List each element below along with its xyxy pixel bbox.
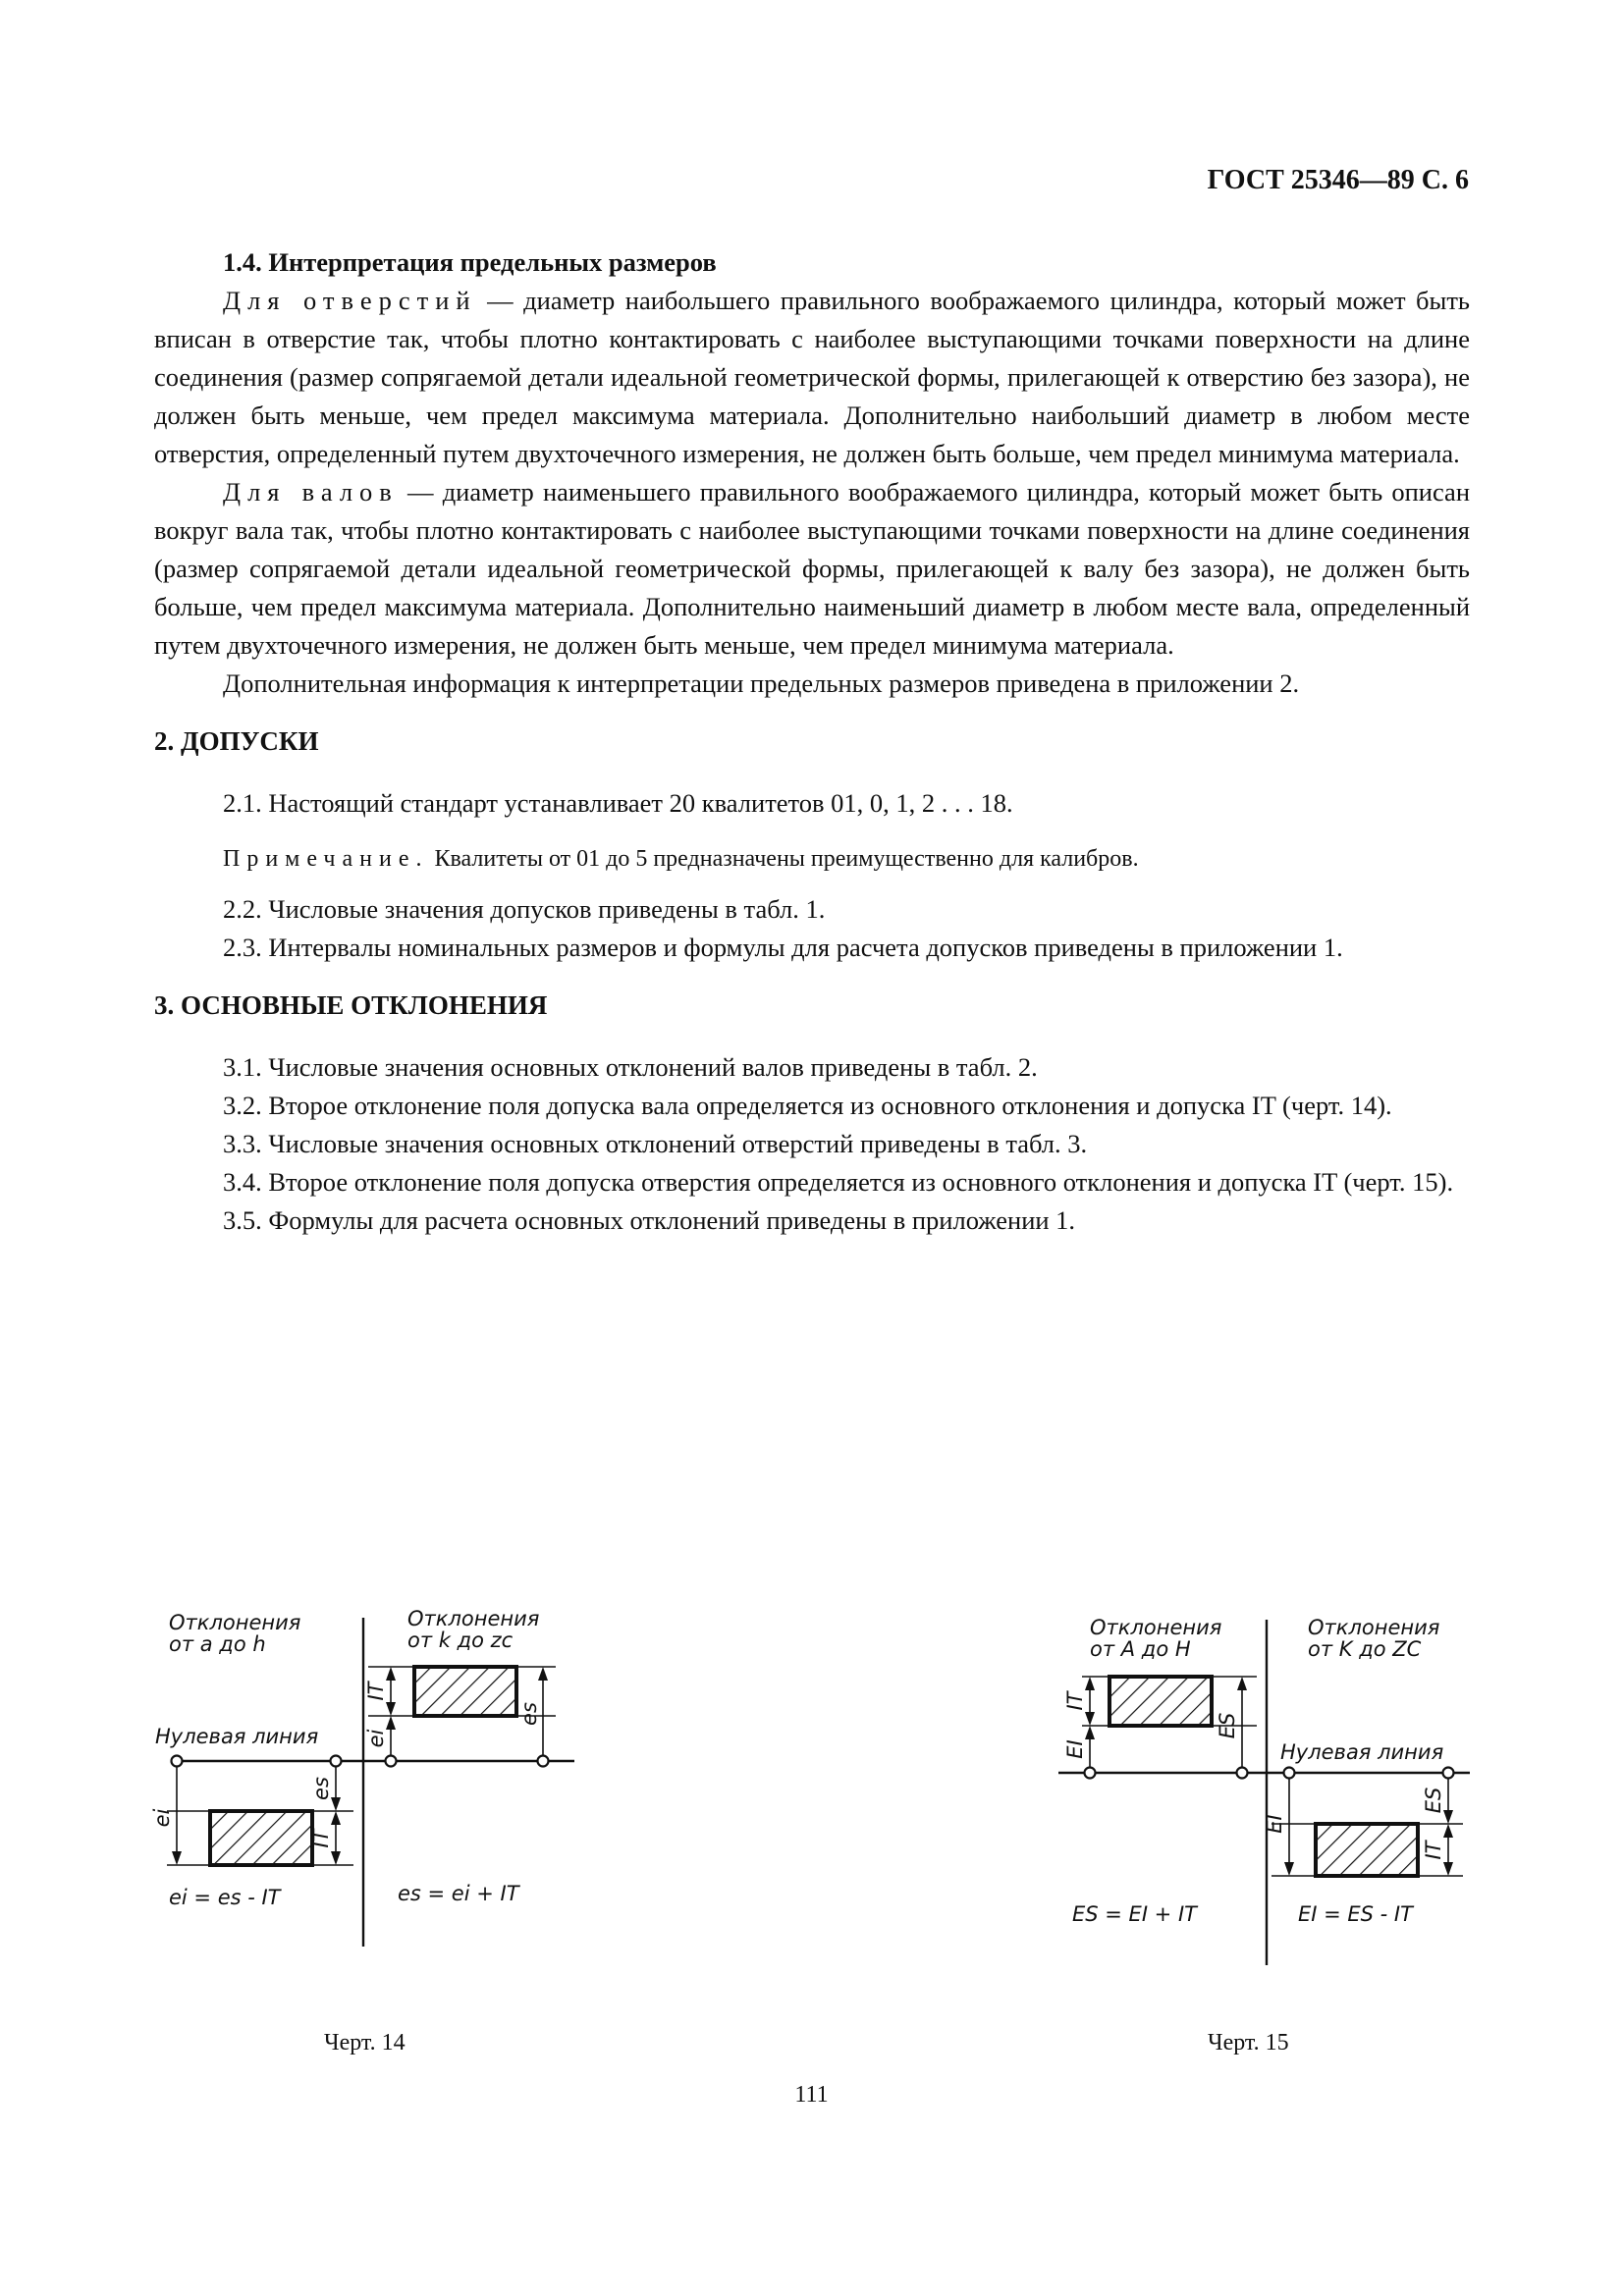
fig14-zero-line-label: Нулевая линия xyxy=(155,1725,319,1748)
paragraph-2-3: 2.3. Интервалы номинальных размеров и формулы для расчета допусков приведены в приложении 1. xyxy=(223,933,1343,962)
fig15-zero-line-label: Нулевая линия xyxy=(1280,1740,1444,1764)
tolerance-field-K-ZC xyxy=(1316,1824,1418,1876)
paragraph-shafts xyxy=(154,473,1470,665)
fig14-right-title-2: от k до zc xyxy=(407,1629,514,1652)
fig15-formula-right: EI = ES - IT xyxy=(1298,1902,1413,1926)
paragraph-additional-info: Дополнительная информация к интерпретации предельных размеров приведена в приложении 2. xyxy=(223,668,1300,698)
fig15-right-title-1: Отклонения xyxy=(1308,1616,1440,1639)
paragraph-2-1: 2.1. Настоящий стандарт устанавливает 20 квалитетов 01, 0, 1, 2 . . . 18. xyxy=(223,788,1013,818)
section-1-4-title: 1.4. Интерпретация предельных размеров xyxy=(223,247,717,277)
note-lead: Примечание. xyxy=(223,846,429,872)
fig15-it-right-label: IT xyxy=(1422,1841,1445,1860)
fig15-left-title-2: от A до H xyxy=(1090,1637,1191,1661)
section-3-title: 3. ОСНОВНЫЕ ОТКЛОНЕНИЯ xyxy=(154,990,548,1020)
fig14-ei-right-label: ei xyxy=(364,1729,388,1748)
paragraph-text: — диаметр наибольшего правильного воображаемого цилиндра, который может быть вписан в отверстие так, чтобы плотно контактировать с наиболее выступающими точками поверхности на длине соединения (размер сопрягаемой детали идеальной геометрической формы, прилегающей к отверстию без зазора), не должен быть меньше, чем предел максимума материала. Дополнительно наибольший диаметр в любом месте отверстия, определенный путем двухточечного измерения, не должен быть больше, чем предел минимума материала. xyxy=(154,286,1471,468)
paragraph-3-4: 3.4. Второе отклонение поля допуска отверстия определяется из основного отклонения и допуска IT (черт. 15). xyxy=(223,1167,1454,1197)
figure-15 xyxy=(1051,1600,1483,1973)
section-2-title: 2. ДОПУСКИ xyxy=(154,726,319,756)
fig15-right-title-2: от K до ZC xyxy=(1308,1637,1422,1661)
paragraph-3-3: 3.3. Числовые значения основных отклонений отверстий приведены в табл. 3. xyxy=(223,1129,1088,1158)
figure-15-drawing xyxy=(1051,1600,1483,1973)
fig15-formula-left: ES = EI + IT xyxy=(1072,1902,1197,1926)
tolerance-field-a-h xyxy=(210,1811,312,1865)
fig15-ei-label: EI xyxy=(1063,1739,1087,1759)
fig14-ei-label: ei xyxy=(150,1808,174,1828)
spaced-lead: Для валов xyxy=(223,477,399,507)
fig14-es-label: es xyxy=(309,1777,333,1800)
fig14-left-title-1: Отклонения xyxy=(169,1611,301,1634)
fig14-right-title-1: Отклонения xyxy=(407,1607,540,1630)
note xyxy=(154,840,1470,879)
fig15-es-right-label: ES xyxy=(1422,1787,1445,1814)
fig14-it-right-label: IT xyxy=(364,1682,388,1701)
paragraph-3-5: 3.5. Формулы для расчета основных отклонений приведены в приложении 1. xyxy=(223,1205,1076,1235)
fig14-es-right-label: es xyxy=(517,1702,541,1726)
fig14-it-label: IT xyxy=(309,1829,333,1848)
page-body xyxy=(154,243,1470,1240)
spaced-lead: Для отверстий xyxy=(223,286,477,315)
fig14-formula-left: ei = es - IT xyxy=(169,1886,281,1909)
page-number: 111 xyxy=(794,2082,829,2108)
paragraph-3-1: 3.1. Числовые значения основных отклонений валов приведены в табл. 2. xyxy=(223,1052,1038,1082)
figure-14-caption: Черт. 14 xyxy=(324,2030,406,2056)
fig15-it-label: IT xyxy=(1063,1691,1087,1711)
document-header: ГОСТ 25346—89 С. 6 xyxy=(1207,165,1469,195)
fig15-left-title-1: Отклонения xyxy=(1090,1616,1222,1639)
tolerance-field-k-zc xyxy=(414,1667,516,1716)
fig15-ei-right-label: EI xyxy=(1263,1814,1286,1834)
fig15-es-label: ES xyxy=(1216,1712,1239,1739)
tolerance-field-A-H xyxy=(1109,1677,1212,1726)
note-text: Квалитеты от 01 до 5 предназначены преимущественно для калибров. xyxy=(428,846,1139,872)
figure-14-drawing xyxy=(147,1600,599,1953)
figure-14 xyxy=(147,1600,599,1953)
figure-15-caption: Черт. 15 xyxy=(1208,2030,1289,2056)
fig14-left-title-2: от a до h xyxy=(169,1632,266,1656)
paragraph-3-2: 3.2. Второе отклонение поля допуска вала определяется из основного отклонения и допуска IT (черт. 14). xyxy=(223,1091,1392,1120)
fig14-formula-right: es = ei + IT xyxy=(398,1882,519,1905)
paragraph-2-2: 2.2. Числовые значения допусков приведены в табл. 1. xyxy=(223,894,826,924)
paragraph-text: — диаметр наименьшего правильного воображаемого цилиндра, который может быть описан вокруг вала так, чтобы плотно контактировать с наиболее выступающими точками поверхности на длине соединения (размер сопрягаемой детали идеальной геометрической формы, прилегающей к валу без зазора), не должен быть больше, чем предел максимума материала. Дополнительно наименьший диаметр в любом месте вала, определенный путем двухточечного измерения, не должен быть меньше, чем предел минимума материала. xyxy=(154,477,1470,660)
paragraph-holes xyxy=(154,282,1470,473)
